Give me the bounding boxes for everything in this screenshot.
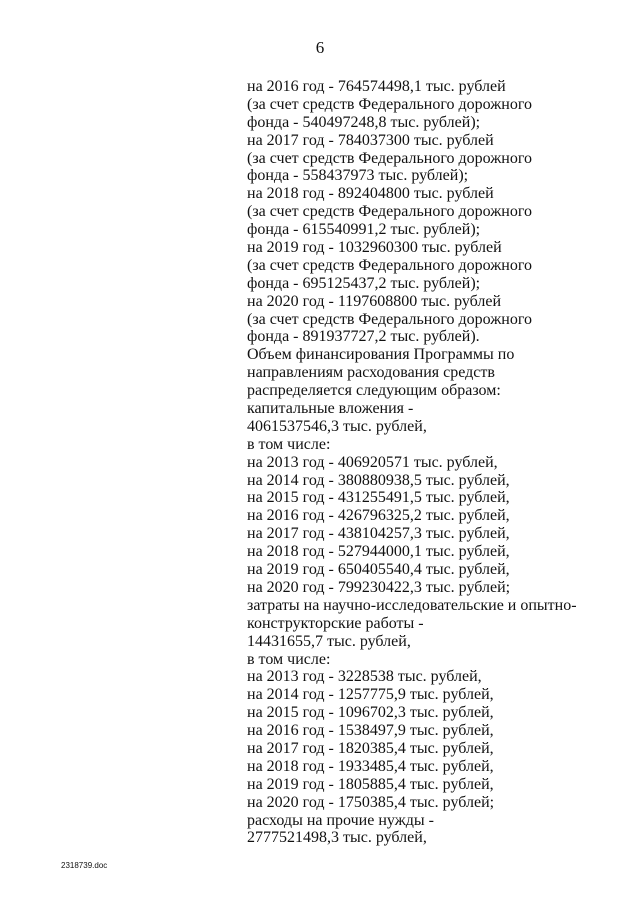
text-line: на 2015 год - 1096702,3 тыс. рублей, — [247, 704, 494, 722]
text-line: на 2016 год - 764574498,1 тыс. рублей — [247, 78, 506, 95]
text-line: фонда - 615540991,2 тыс. рублей); — [247, 221, 481, 239]
text-line: на 2017 год - 1820385,4 тыс. рублей, — [247, 739, 494, 757]
text-line: на 2017 год - 438104257,3 тыс. рублей, — [247, 525, 510, 543]
text-line: (за счет средств Федерального дорожного — [247, 256, 532, 274]
text-line: на 2017 год - 784037300 тыс. рублей — [247, 131, 494, 149]
text-line: на 2019 год - 1805885,4 тыс. рублей, — [247, 775, 494, 793]
page-number: 6 — [315, 38, 325, 57]
text-line: на 2019 год - 650405540,4 тыс. рублей, — [247, 561, 510, 579]
text-line: 14431655,7 тыс. рублей, — [247, 632, 411, 650]
text-line: (за счет средств Федерального дорожного — [247, 203, 532, 221]
text-line: в том числе: — [247, 650, 331, 668]
text-line: 4061537546,3 тыс. рублей, — [247, 417, 427, 435]
text-line: на 2018 год - 1933485,4 тыс. рублей, — [247, 757, 494, 775]
text-line: фонда - 540497248,8 тыс. рублей); — [247, 113, 481, 131]
text-line: на 2016 год - 1538497,9 тыс. рублей, — [247, 722, 494, 740]
text-line: на 2014 год - 380880938,5 тыс. рублей, — [247, 471, 510, 489]
text-line: на 2014 год - 1257775,9 тыс. рублей, — [247, 686, 494, 704]
text-line: расходы на прочие нужды - — [247, 811, 434, 829]
text-line: направлениям расходования средств — [247, 364, 495, 382]
footer-file-name: 2318739.doc — [61, 861, 108, 870]
text-line: капитальные вложения - — [247, 400, 414, 418]
text-line: на 2015 год - 431255491,5 тыс. рублей, — [247, 489, 510, 507]
text-line: на 2020 год - 1197608800 тыс. рублей — [247, 292, 502, 310]
text-line: Объем финансирования Программы по — [247, 346, 515, 364]
text-line: распределяется следующим образом: — [247, 382, 501, 400]
text-line: фонда - 891937727,2 тыс. рублей). — [247, 328, 480, 346]
text-line: на 2013 год - 3228538 тыс. рублей, — [247, 668, 482, 686]
text-line: (за счет средств Федерального дорожного — [247, 310, 532, 328]
text-line: конструкторские работы - — [247, 614, 424, 632]
text-line: на 2018 год - 892404800 тыс. рублей — [247, 185, 494, 203]
text-line: на 2020 год - 799230422,3 тыс. рублей; — [247, 578, 511, 596]
text-line: (за счет средств Федерального дорожного — [247, 95, 532, 113]
text-line: на 2019 год - 1032960300 тыс. рублей — [247, 239, 502, 257]
text-line: на 2018 год - 527944000,1 тыс. рублей, — [247, 543, 510, 561]
text-line: затраты на научно-исследовательские и опытно- — [247, 596, 577, 614]
text-line: 2777521498,3 тыс. рублей, — [247, 829, 427, 847]
text-line: на 2020 год - 1750385,4 тыс. рублей; — [247, 793, 495, 811]
text-line: в том числе: — [247, 435, 331, 453]
text-line: (за счет средств Федерального дорожного — [247, 149, 532, 167]
text-line: на 2013 год - 406920571 тыс. рублей, — [247, 453, 498, 471]
text-line: на 2016 год - 426796325,2 тыс. рублей, — [247, 507, 510, 525]
text-line: фонда - 558437973 тыс. рублей); — [247, 167, 469, 185]
text-line: фонда - 695125437,2 тыс. рублей); — [247, 274, 481, 292]
document-body — [247, 78, 577, 847]
